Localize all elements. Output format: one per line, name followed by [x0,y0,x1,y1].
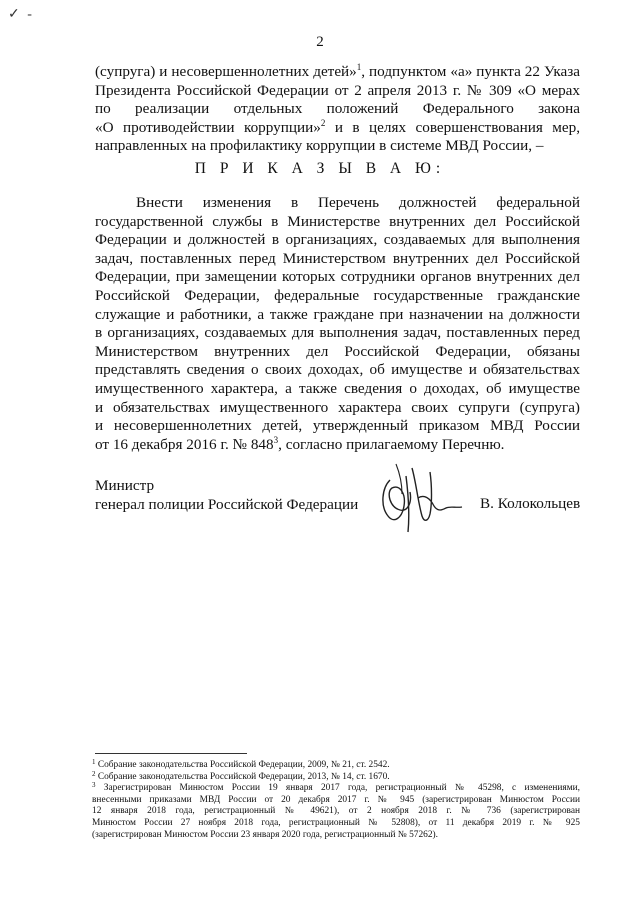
corner-mark: ✓ - [8,7,34,22]
order-line: Внести изменения в Перечень должностей федеральной [136,194,580,211]
footnotes [92,760,580,841]
order-line: задач, поставленных перед Министерством внутренних дел Российской [95,249,580,267]
intro-line: направленных на профилактику коррупции в системе МВД России, – [95,137,544,155]
handwritten-signature [372,458,472,538]
intro-line: по реализации отдельных положений Федерального закона [95,100,580,118]
signatory-rank: генерал полиции Российской Федерации [95,496,359,513]
footnote-continuation: внесенными приказами МВД России от 20 декабря 2017 г. № 945 (зарегистрирован Минюстом России [92,794,580,805]
order-line: Министерством внутренних дел Российской Федерации, обязаны [95,342,580,360]
order-line: государственной службы в Министерстве внутренних дел Российской [95,212,580,230]
footnote: $^2$ Собрание законодательства Российской Федерации, 2013, № 14, ст. 1670. [92,769,390,782]
order-line: Российской Федерации, федеральные государственные гражданские [95,286,580,304]
signatory-block [95,476,358,514]
footnote: $^3$ Зарегистрирован Минюстом России 19 января 2017 года, регистрационный № 45298, с изменениями, [92,781,580,794]
footnote: $^1$ Собрание законодательства Российской Федерации, 2009, № 21, ст. 2542. [92,758,390,770]
footnote-continuation: Минюстом России 27 ноября 2018 года, регистрационный № 52808), от 11 декабря 2019 г. № 925 [92,817,580,828]
order-line: и несовершеннолетних детей, утвержденный приказом МВД России [95,417,580,435]
order-line: имущественного характера, а также сведения о доходах, об имуществе [95,379,580,397]
intro-line: Президента Российской Федерации от 2 апреля 2013 г. № 309 «О мерах [95,81,580,99]
order-line: представлять сведения о своих доходах, об имуществе и обязательствах [95,361,580,379]
order-heading: П Р И К А З Ы В А Ю: [194,160,446,177]
order-line: Федерации, при замещении которых сотрудники органов внутренних дел [95,268,580,286]
order-line: служащие и работники, а также граждане при назначении на должности [95,305,580,323]
intro-paragraph [95,63,580,156]
footnote-continuation: (зарегистрирован Минюстом России 23 января 2020 года, регистрационный № 57262). [92,829,439,840]
page-number: 2 [316,34,324,50]
footnote-continuation: 12 января 2018 года, регистрационный № 49621), от 2 ноября 2018 г. № 736 (зарегистрирован [92,806,580,817]
intro-line: (супруга) и несовершеннолетних детей»$^1$, подпунктом «а» пункта 22 Указа [95,62,580,80]
order-line: в организациях, создаваемых для выполнения задач, поставленных перед [95,324,580,342]
footnote-divider [95,753,247,754]
signatory-title: Министр [95,477,155,494]
order-line: и обязательствах имущественного характера своих супруги (супруга) [95,398,580,416]
order-line: от 16 декабря 2016 г. № $848^3$, согласно прилагаемому Перечню. [95,434,505,453]
intro-line: «О противодействии коррупции»$^2$ и в целях совершенствования мер, [95,117,580,136]
order-line: Федерации и должностей в организациях, создаваемых для выполнения [95,231,580,249]
order-paragraph [95,194,580,454]
signatory-name: В. Колокольцев [480,495,581,512]
